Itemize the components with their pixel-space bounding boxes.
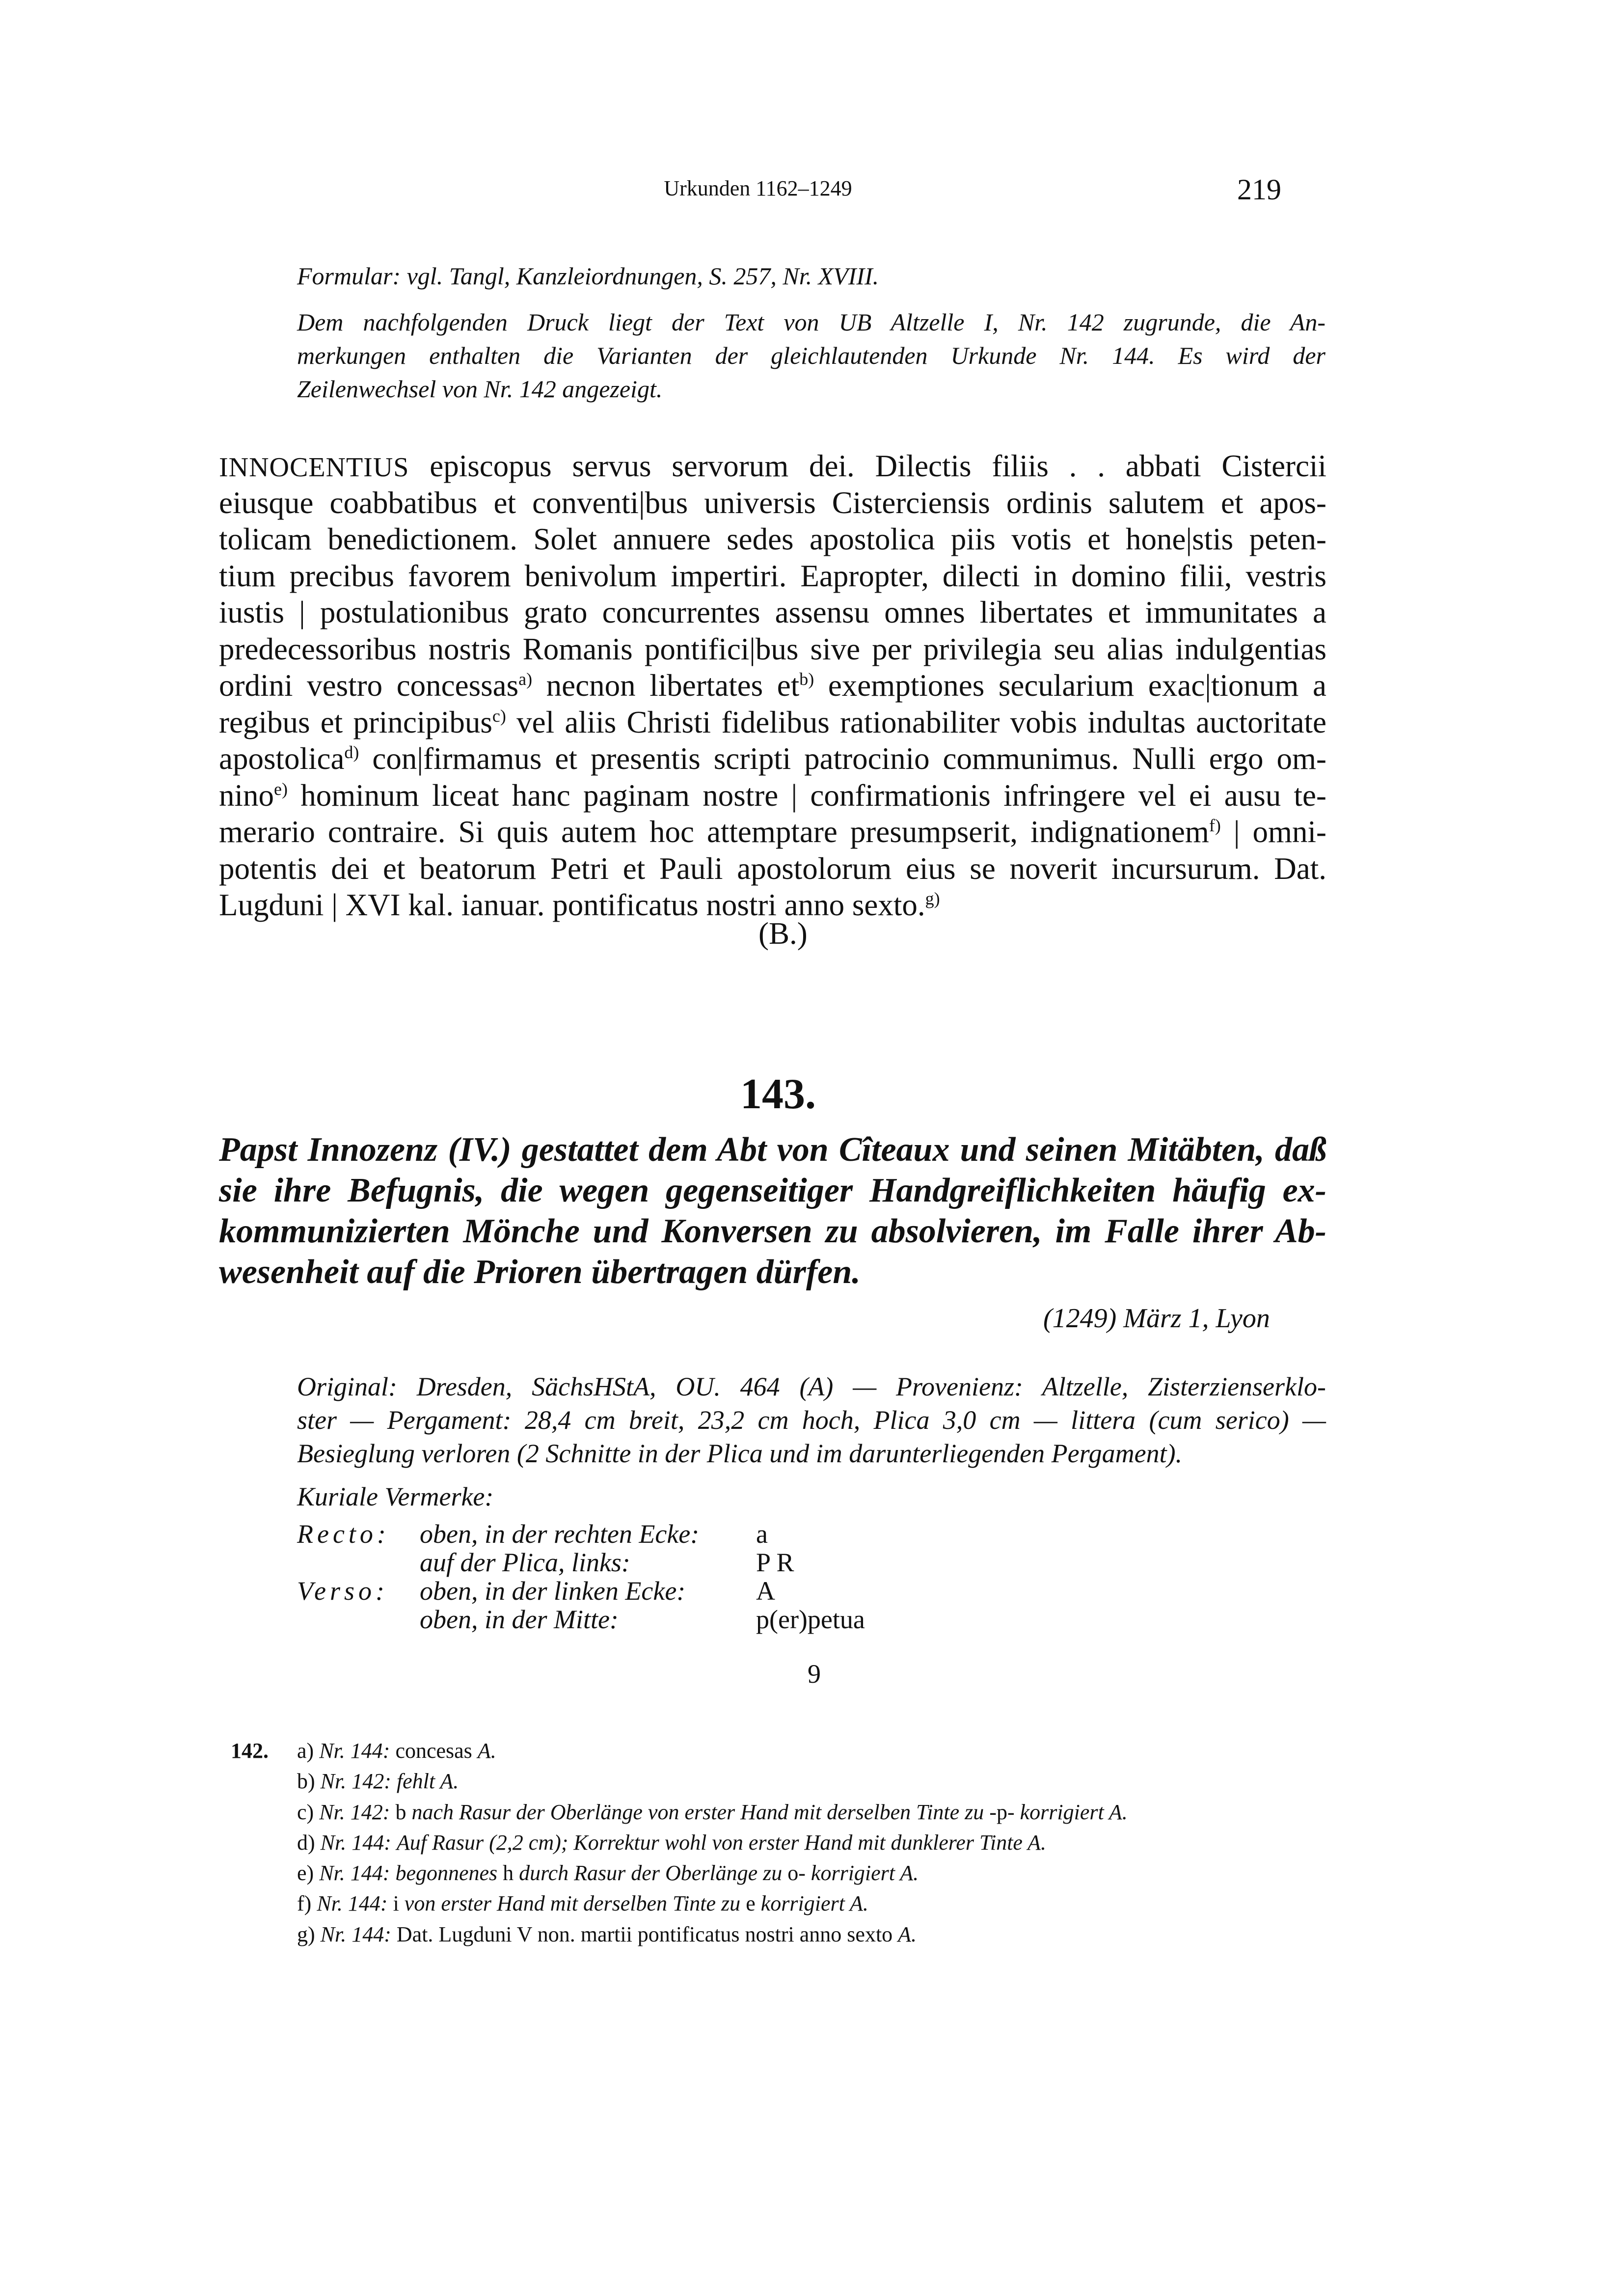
footnote-marker: d) <box>344 742 359 762</box>
formular-note: Formular: vgl. Tangl, Kanzleiordnungen, S. 257, Nr. XVIII. <box>297 262 879 290</box>
kuriale-extra: 9 <box>808 1659 821 1689</box>
kuriale-position: oben, in der rechten Ecke: <box>420 1519 700 1549</box>
footnote-marker: c) <box>492 706 506 726</box>
original-line: Original: Dresden, SächsHStA, OU. 464 (A) — Provenienz: Altzelle, Zisterzienserklo- <box>297 1372 1326 1401</box>
original-line: ster — Pergament: 28,4 cm breit, 23,2 cm hoch, Plica 3,0 cm — littera (cum serico) — <box>297 1405 1326 1435</box>
charter-text <box>219 448 1326 924</box>
footnotes <box>297 1738 1128 1952</box>
footnote: d) Nr. 144: Auf Rasur (2,2 cm); Korrektur wohl von erster Hand mit dunklerer Tinte A. <box>297 1830 1047 1855</box>
charter-line: apostolica$^{d)}$ con|firmamus et presentis scripti patrocinio communimus. Nulli ergo om- <box>219 741 1326 776</box>
original-description <box>297 1370 1326 1470</box>
page-number: 219 <box>1237 173 1281 206</box>
title-line: sie ihre Befugnis, die wegen gegenseitiger Handgreiflichkeiten häufig ex- <box>219 1172 1326 1209</box>
kuriale-position: oben, in der Mitte: <box>420 1605 619 1634</box>
charter-line: merario contraire. Si quis autem hoc attemptare presumpserit, indignationem$^{f)}$ | omni- <box>219 815 1326 849</box>
kuriale-side: Recto: <box>297 1519 390 1549</box>
kuriale-row <box>297 1547 886 1576</box>
footnote: f) Nr. 144: i von erster Hand mit derselben Tinte zu e korrigiert A. <box>297 1891 868 1916</box>
charter-line: potentis dei et beatorum Petri et Pauli apostolorum eius se noverit incursurum. Dat. <box>219 851 1326 886</box>
title-line: Papst Innozenz (IV.) gestattet dem Abt von Cîteaux und seinen Mitäbten, daß <box>219 1131 1326 1169</box>
kuriale-title: Kuriale Vermerke: <box>297 1482 494 1511</box>
footnote: c) Nr. 142: b nach Rasur der Oberlänge von erster Hand mit derselben Tinte zu -p- korrigiert A. <box>297 1800 1128 1824</box>
kuriale-value: p(er)petua <box>756 1605 865 1634</box>
charter-line: eiusque coabbatibus et conventi|bus universis Cisterciensis ordinis salutem et apos- <box>219 485 1326 520</box>
title-line: kommunizierten Mönche und Konversen zu absolvieren, im Falle ihrer Ab- <box>219 1212 1326 1250</box>
kuriale-row <box>297 1519 886 1547</box>
kuriale-position: oben, in der linken Ecke: <box>420 1576 686 1606</box>
charter-incipit: INNOCENTIUS <box>219 452 409 483</box>
charter-line: iustis | postulationibus grato concurrentes assensu omnes libertates et immunitates a <box>219 595 1326 629</box>
footnote-marker: e) <box>274 779 288 799</box>
kuriale-value: a <box>756 1519 768 1549</box>
footnote: a) Nr. 144: concesas A. <box>297 1739 496 1763</box>
document-number: 143. <box>740 1070 816 1118</box>
charter-line: tolicam benedictionem. Solet annuere sedes apostolica piis votis et hone|stis peten- <box>219 522 1326 556</box>
title-line: wesenheit auf die Prioren übertragen dürfen. <box>219 1253 861 1291</box>
original-line: Besieglung verloren (2 Schnitte in der Plica und im darunterliegenden Pergament). <box>297 1439 1183 1468</box>
footnote-marker: g) <box>925 889 940 908</box>
running-title: Urkunden 1162–1249 <box>664 176 852 200</box>
kuriale-row <box>297 1604 886 1633</box>
footnotes-label: 142. <box>231 1739 269 1763</box>
kuriale-side: Verso: <box>297 1576 388 1606</box>
kuriale-value: A <box>756 1576 775 1606</box>
charter-line: tium precibus favorem benivolum impertiri. Eapropter, dilecti in domino filii, vestris <box>219 558 1326 593</box>
footnote-marker: f) <box>1209 816 1221 835</box>
footnote-marker: b) <box>799 669 814 689</box>
footnote-marker: a) <box>518 669 533 689</box>
print-note-line: Dem nachfolgenden Druck liegt der Text von UB Altzelle I, Nr. 142 zugrunde, die An- <box>297 308 1325 336</box>
charter-line: predecessoribus nostris Romanis pontifici|bus sive per privilegia seu alias indulgentias <box>219 631 1326 666</box>
kuriale-position: auf der Plica, links: <box>420 1548 630 1577</box>
sigil: (B.) <box>758 916 808 951</box>
document-title <box>219 1129 1326 1292</box>
kuriale-value: P R <box>756 1548 794 1577</box>
charter-line: nino$^{e)}$ hominum liceat hanc paginam nostre | confirmationis infringere vel ei ausu te- <box>219 778 1326 813</box>
footnote: e) Nr. 144: begonnenes h durch Rasur der Oberlänge zu o- korrigiert A. <box>297 1861 919 1886</box>
print-note-line: merkungen enthalten die Varianten der gleichlautenden Urkunde Nr. 144. Es wird der <box>297 342 1325 369</box>
footnote: b) Nr. 142: fehlt A. <box>297 1769 459 1794</box>
document-date: (1249) März 1, Lyon <box>1043 1303 1270 1334</box>
charter-line: regibus et principibus$^{c)}$ vel aliis Christi fidelibus rationabiliter vobis indultas auctoritate <box>219 705 1326 739</box>
charter-line: Lugduni | XVI kal. ianuar. pontificatus nostri anno sexto.$^{g)}$ <box>219 888 940 922</box>
print-note-line: Zeilenwechsel von Nr. 142 angezeigt. <box>297 375 663 403</box>
kuriale-row <box>297 1576 886 1604</box>
charter-line: INNOCENTIUS episcopus servus servorum dei. Dilectis filiis . . abbati Cistercii <box>219 449 1326 483</box>
print-note <box>297 305 1325 406</box>
kuriale-table <box>297 1519 886 1633</box>
footnote: g) Nr. 144: Dat. Lugduni V non. martii pontificatus nostri anno sexto A. <box>297 1922 917 1946</box>
charter-line: ordini vestro concessas$^{a)}$ necnon libertates $et^{b)}$ exemptiones secularium exac|tionum a <box>219 668 1326 703</box>
